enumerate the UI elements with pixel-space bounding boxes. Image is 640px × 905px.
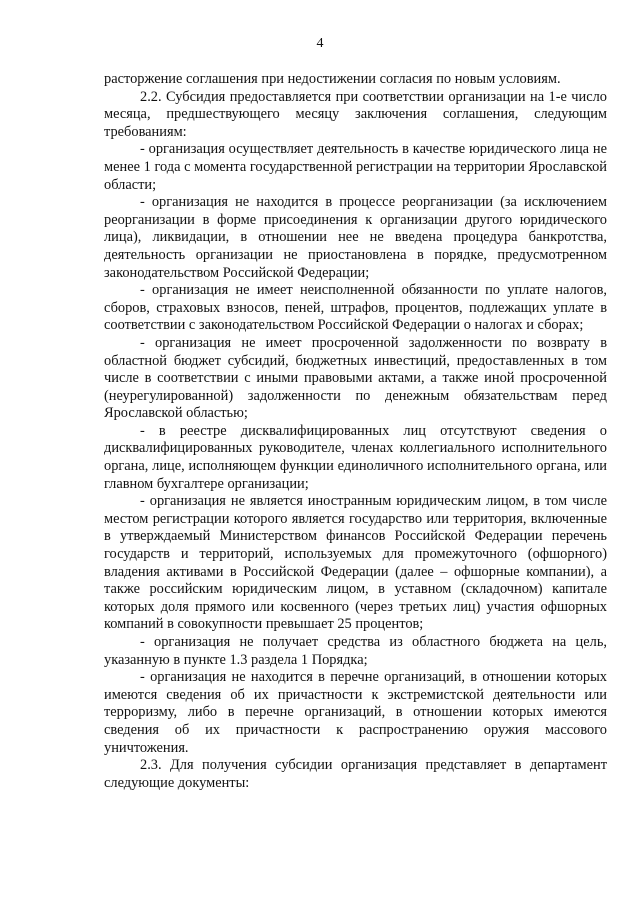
paragraph: - организация не получает средства из областного бюджета на цель, указанную в пункте 1.3 раздела 1 Порядка; bbox=[104, 634, 607, 668]
paragraph: 2.2. Субсидия предоставляется при соответствии организации на 1-е число месяца, предшествующего месяцу заключения соглашения, следующим требованиям: bbox=[104, 88, 607, 140]
page-number: 4 bbox=[316, 36, 324, 51]
paragraph: - организация осуществляет деятельность в качестве юридического лица не менее 1 года с момента государственной регистрации на территории Ярославской области; bbox=[104, 141, 607, 193]
paragraph: - организация не находится в процессе реорганизации (за исключением реорганизации в форме присоединения к организации другого юридического лица), ликвидации, в отношении нее не введена процедура банкротства, деятельность организации не приостановлена в порядке, предусмотренном законодательством Российской Федерации; bbox=[104, 194, 607, 281]
paragraph: - организация не находится в перечне организаций, в отношении которых имеются сведения об их причастности к экстремистской деятельности или терроризму, либо в перечне организаций, в отношении которых имеются сведения об их причастности к распространению оружия массового уничтожения. bbox=[104, 669, 607, 756]
paragraph: - организация не является иностранным юридическим лицом, в том числе местом регистрации которого является государство или территория, включенные в утверждаемый Министерством финансов Российской Федерации перечень государств и территорий, используемых для промежуточного (офшорного) владения активами в Российской Федерации (далее – офшорные компании), а также российским юридическим лицом, в уставном (складочном) капитале которых доля прямого или косвенного (через третьих лиц) участия офшорных компаний в совокупности превышает 25 процентов; bbox=[104, 493, 607, 633]
document-body bbox=[104, 71, 607, 792]
paragraph: - в реестре дисквалифицированных лиц отсутствуют сведения о дисквалифицированных руководителе, членах коллегиального исполнительного органа, лице, исполняющем функции единоличного исполнительного органа, или главном бухгалтере организации; bbox=[104, 422, 607, 492]
paragraph: - организация не имеет неисполненной обязанности по уплате налогов, сборов, страховых взносов, пеней, штрафов, процентов, подлежащих уплате в соответствии с законодательством Российской Федерации о налогах и сборах; bbox=[104, 282, 607, 334]
paragraph: 2.3. Для получения субсидии организация представляет в департамент следующие документы: bbox=[104, 757, 607, 791]
paragraph: расторжение соглашения при недостижении согласия по новым условиям. bbox=[104, 71, 561, 87]
paragraph: - организация не имеет просроченной задолженности по возврату в областной бюджет субсидий, бюджетных инвестиций, предоставленных в том числе в соответствии с иными правовыми актами, а также иной просроченной (неурегулированной) задолженности по денежным обязательствам перед Ярославской областью; bbox=[104, 334, 607, 422]
